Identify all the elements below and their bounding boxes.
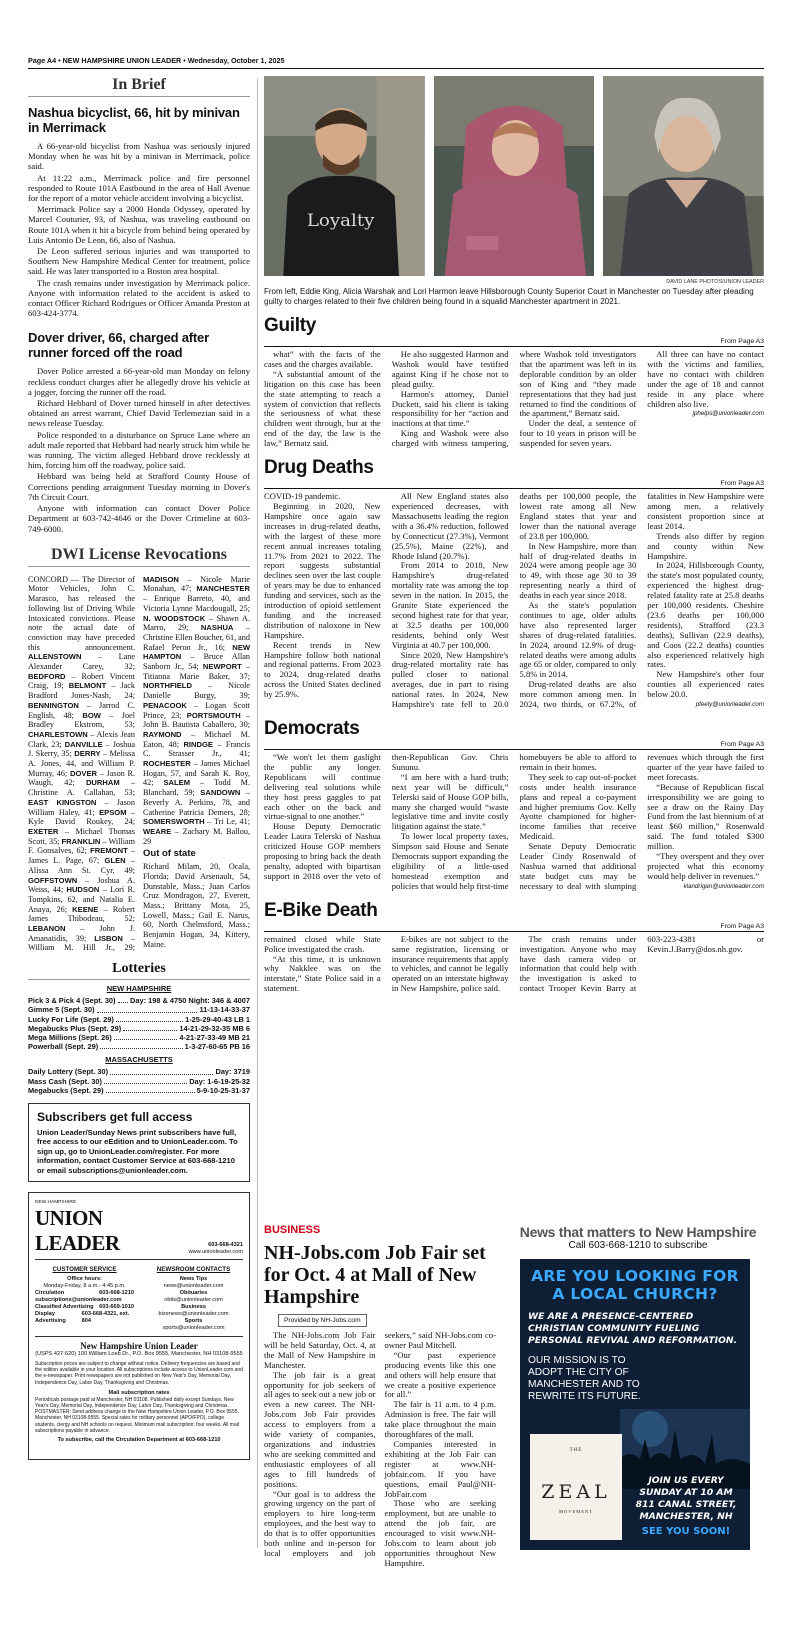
photo-credit: DAVID LANE PHOTOS/UNION LEADER bbox=[666, 279, 764, 285]
paragraph: Merrimack Police say a 2000 Honda Odyssey, operated by Marcel Couturier, 93, of Nashua, was traveling eastbound on Route 101A when it hit a bicycle from behind being operated by Luis Antonio De Leon, 66, also of Nashua. bbox=[28, 204, 250, 245]
dwi-town: NORTHFIELD bbox=[143, 681, 192, 691]
promo-subscribe: Call 603-668-1210 to subscribe bbox=[568, 1240, 708, 1251]
brief-headline-1: Nashua bicyclist, 66, hit by minivan in Merrimack bbox=[28, 105, 240, 135]
guilty-body bbox=[264, 350, 764, 449]
paragraph: Recent trends in New Hampshire follow both national and regional patterns. From 2023 to 2024, drug-related deaths across the United States declined by 25.9%. bbox=[264, 639, 381, 700]
paragraph: The fair is 11 a.m. to 4 p.m. Admission is free. The fair will take place throughout the main thoroughfares of the mall. bbox=[384, 1399, 496, 1440]
paragraph: All New England states also experienced decreases, with Massachusetts leading the region with a 36.4% reduction, followed by Connecticut (27.3%), Vermont (25.5%), Maine (22%), and Rhode Island (20.7%). bbox=[391, 491, 509, 561]
paragraph: Trends also differ by region and county within New Hampshire. bbox=[647, 530, 764, 561]
dwi-names: – Jason William Haley, 41; bbox=[28, 797, 135, 817]
paragraph: De Leon suffered serious injuries and was transported to Southern New Hampshire Medical Center for treatment, police said. He was later transported to a Boston area hospital. bbox=[28, 246, 250, 277]
nh-lottery-list bbox=[28, 996, 250, 1051]
lottery-row bbox=[28, 1077, 250, 1086]
paragraph: remained closed while State Police investigated the crash. bbox=[264, 933, 381, 954]
dwi-town: KEENE bbox=[72, 904, 99, 914]
dwi-town: SANDOWN bbox=[200, 788, 241, 798]
paragraph: A 66-year-old bicyclist from Nashua was seriously injured Monday when he was hit by a minivan in Merrimack, police said. bbox=[28, 141, 250, 172]
paragraph: “At this time, it is unknown why Nakklee was on the interstate,” State Police said in a statement. bbox=[264, 953, 381, 994]
contact-label: subscriptions@unionleader.com bbox=[35, 1296, 122, 1303]
lottery-numbers: 14-21-29-32-35 MB 6 bbox=[179, 1023, 250, 1033]
dwi-town: FREMONT bbox=[90, 846, 128, 856]
dwi-names: – Alissa Ann St. Cyr, 49; bbox=[28, 856, 136, 875]
paragraph: All three can have no contact with the victims and families, have no contact with children under the age of 18 and cannot reside in any place where children also live. bbox=[647, 349, 764, 409]
dwi-names: – Joshua J. Skerry, 35; bbox=[28, 739, 135, 759]
paragraph: “We won't let them gaslight the public any longer. Republicans will continue delivering real solutions while they host press gaggles to pat each other on the back and virtue-signal to one another.” bbox=[264, 752, 381, 822]
contact-line bbox=[35, 1304, 134, 1311]
dwi-town: RINDGE bbox=[183, 739, 213, 749]
paragraph: He also suggested Harmon and Washok would have testified against King if he chose not to plead guilty. bbox=[391, 349, 509, 389]
dwi-names: – Robert Vincent Craig, 19; bbox=[28, 671, 135, 691]
dwi-names: – John B. Bautista Caballero, 30; bbox=[143, 710, 250, 730]
ebike-from-page: From Page A3 bbox=[264, 922, 764, 932]
lottery-numbers: Day: 198 & 4750 Night: 346 & 4007 bbox=[130, 996, 250, 1006]
bottom-area bbox=[264, 1224, 764, 1569]
ebike-headline: E-Bike Death bbox=[264, 899, 378, 921]
dwi-town: NEW HAMPTON bbox=[143, 642, 250, 662]
lottery-game: Pick 3 & Pick 4 (Sept. 30) bbox=[28, 996, 116, 1006]
lottery-row bbox=[28, 1015, 250, 1024]
dwi-town: CHARLESTOWN bbox=[28, 729, 88, 739]
office-hours: Monday-Friday, 8 a.m.- 4:45 p.m. bbox=[43, 1282, 126, 1289]
dwi-town: DERRY bbox=[74, 749, 101, 759]
dwi-names: – Titianna Marie Baker, 37; bbox=[143, 662, 251, 681]
paragraph: Dover Police arrested a 66-year-old man Monday on felony reckless conduct charges after he allegedly drove his vehicle at a jogger, forcing the runner off the road. bbox=[28, 366, 250, 397]
newsroom-lines bbox=[144, 1276, 243, 1332]
contact-label: Display Advertising bbox=[35, 1310, 66, 1324]
dwi-names: – Tri Le, 41; bbox=[204, 817, 250, 827]
dwi-town: DOVER bbox=[70, 768, 98, 778]
dwi-names: – Michael M. Eaton, 48; bbox=[143, 729, 250, 749]
column-divider bbox=[257, 78, 258, 1548]
guilty-headline: Guilty bbox=[264, 315, 317, 336]
masthead-address: (USPS 427-620) 100 William Loeb Dr., P.O. Box 9555, Manchester, NH 03108-9555 bbox=[35, 1350, 243, 1357]
paragraph: Richard Hebbard of Dover turned himself in after detectives obtained an arrest warrant, Chief David Terlemezian said in a news release Tuesday. bbox=[28, 398, 250, 429]
paragraph: “Because of Republican fiscal irresponsibility we are going to see a draw on the Rainy Day Fund from the last biennium of at least $60 million,” Rosenwald said. The fund totaled $300 million. bbox=[647, 781, 764, 852]
subscribers-text: Union Leader/Sunday News print subscribers have full, free access to our eEdition and to UnionLeader.com. To sign up, go to UnionLeader.com/register. For more information, contact Customer Service at 603-668-1210 or email subscriptions@unionleader.com. bbox=[37, 1127, 238, 1175]
zeal-logo-bottom: MOVEMENT bbox=[559, 1509, 593, 1514]
drug-signature[interactable]: pfeely@unionleader.com bbox=[695, 701, 764, 709]
zeal-logo-name: ZEAL bbox=[541, 1481, 611, 1503]
dwi-names: – Joel Bradley Ekstrom, 53; bbox=[28, 710, 135, 730]
header-rule bbox=[28, 68, 764, 69]
contact-email[interactable]: sports@unionleader.com bbox=[162, 1324, 225, 1331]
leader-dots bbox=[123, 1024, 177, 1031]
dwi-names: – Melissa A. Jones, 44, and William P. Murray, 46; bbox=[28, 749, 135, 778]
dwi-town: BENNINGTON bbox=[28, 700, 79, 710]
lottery-row bbox=[28, 1042, 250, 1051]
dwi-entry bbox=[28, 652, 135, 671]
lottery-row bbox=[28, 1024, 250, 1033]
masthead-name: New Hampshire Union Leader bbox=[80, 1340, 198, 1351]
dwi-names: – Logan Scott Prince, 23; bbox=[143, 700, 250, 720]
dwi-town: LEBANON bbox=[28, 924, 66, 934]
paragraph: COVID-19 pandemic. bbox=[264, 491, 341, 502]
photo-alicia-warshak bbox=[434, 76, 595, 276]
paragraph: “Our past experience producing events like this one and others will help ensure that we create a positive experience for all.” bbox=[384, 1349, 496, 1400]
dwi-town: MANCHESTER bbox=[196, 584, 250, 594]
paragraph: As the state's population continues to age, older adults have also represented larger shares of drug-related fatalities. In 2024, around 12.9% of drug-related deaths were among adults age 65 or older, compared to only 5.8% in 2014. bbox=[519, 600, 637, 680]
dwi-town: GLEN bbox=[104, 856, 126, 866]
masthead-footer: To subscribe, call the Circulation Department at 603-668-1210 bbox=[57, 1437, 221, 1444]
paragraph: Under the deal, a sentence of four to 10 years in prison will be suspended for seven years. bbox=[519, 418, 637, 449]
contact-line bbox=[35, 1297, 134, 1304]
dwi-names: – James Michael Hogan, 57, and Sarah K. Roy, 42; bbox=[143, 759, 250, 788]
leader-dots bbox=[114, 1033, 178, 1040]
zeal-logo-top: THE bbox=[569, 1448, 583, 1453]
contact-label: Sports bbox=[184, 1317, 203, 1324]
paragraph: King and Washok were also charged with witness tampering, where Washok told investigators that the apartment was left in its deplorable condition by an older son of King and “they made representations that they had just returned to find the conditions of the apartment,” Bernatz said. bbox=[391, 349, 637, 449]
ma-lottery-label: MASSACHUSETTS bbox=[105, 1055, 173, 1065]
contact-line bbox=[35, 1311, 134, 1325]
photo-strip bbox=[264, 76, 764, 276]
subscribers-title: Subscribers get full access bbox=[37, 1109, 193, 1124]
dwi-names: – Alexis Jean Clark, 23; bbox=[28, 729, 135, 749]
paragraph: From 2014 to 2018, New Hampshire's drug-related mortality rate was among the top seven in the nation. In 2015, the Granite State experienced the second highest rate for that year, at 32.5 deaths per 100,000 residents, behind only West Virginia at 40.7 per 100,000. bbox=[391, 560, 509, 650]
contact-line bbox=[35, 1290, 134, 1297]
lottery-game: Megabucks (Sept. 29) bbox=[28, 1085, 104, 1095]
dwi-names: – William F. Gonsalves, 62; bbox=[28, 836, 136, 856]
brief-story-2 bbox=[28, 366, 250, 533]
dwi-town: RAYMOND bbox=[143, 729, 182, 739]
newsroom-label: NEWSROOM CONTACTS bbox=[156, 1265, 231, 1273]
dwi-names: – Jack Bradford Jones-Nash, 24; bbox=[28, 681, 135, 701]
business-label: BUSINESS bbox=[264, 1224, 321, 1236]
contact-line bbox=[144, 1304, 243, 1318]
provided-by: Provided by NH-Jobs.com bbox=[278, 1314, 367, 1327]
dwi-names: – John J. Amanatidis, 39; bbox=[28, 924, 135, 943]
dwi-list bbox=[28, 575, 250, 953]
lottery-row bbox=[28, 1033, 250, 1042]
dwi-names: – Christine A. Callahan, 53; bbox=[28, 778, 135, 798]
paragraph: Companies interested in exhibiting at the Job Fair can register at www.NH-jobfair.com. If you have questions, email Paul@NH-JobFair.com bbox=[384, 1438, 496, 1499]
dwi-town: DANVILLE bbox=[64, 739, 103, 749]
drug-from-page: From Page A3 bbox=[264, 479, 764, 489]
page-header: Page A4 • NEW HAMPSHIRE UNION LEADER • Wednesday, October 1, 2025 bbox=[28, 56, 285, 65]
paragraph: The crash remains under investigation. Anyone who may have dash camera video or information that could help with the investigation is asked to contact Trooper Kevin Barry at 603-223-4381 or Kevin.J.Barry@dos.nh.gov. bbox=[519, 933, 764, 994]
contact-line bbox=[144, 1276, 243, 1290]
dwi-town: BEDFORD bbox=[28, 671, 66, 681]
paragraph: Harmon's attorney, Daniel Duckett, said his client is taking responsibility for her “action and inactions at that time.” bbox=[391, 388, 509, 429]
drug-deaths-body bbox=[264, 492, 764, 710]
dwi-town: DURHAM bbox=[85, 778, 120, 788]
nh-lottery-label: NEW HAMPSHIRE bbox=[106, 984, 172, 994]
paragraph: Drug-related deaths are also more common among men. In 2024, two thirds, or 67.2%, of fatalities in New Hampshire were among men, a relatively consistent proportion since at least 2014. bbox=[519, 491, 764, 710]
in-brief-label: In Brief bbox=[28, 76, 250, 97]
contact-email[interactable]: bizenews@unionleader.com bbox=[158, 1310, 229, 1317]
dwi-town: EAST KINGSTON bbox=[28, 797, 97, 807]
dwi-intro: CONCORD — The Director of Motor Vehicles, John C. Marasco, has released the following list of Driving While Intoxicated convictions. Please note the actual date of conviction may have preceded this announcement. bbox=[28, 574, 135, 652]
democrats-from-page: From Page A3 bbox=[264, 740, 764, 750]
office-hours-label: Office hours: bbox=[67, 1275, 102, 1282]
guilty-from-page: From Page A3 bbox=[264, 337, 764, 347]
paragraph: The job fair is a great opportunity for job seekers of all ages to seek out a new job or even a new career. The NH-Jobs.com Job Fair provides access to employers from a wide variety of companies, organizations and industries who are seeking committed and enthusiastic employees of all ages to fill hundreds of positions. bbox=[264, 1369, 376, 1489]
contact-value: 603-669-1010 bbox=[99, 1303, 134, 1310]
contact-email[interactable]: obits@unionleader.com bbox=[164, 1296, 223, 1303]
left-column bbox=[28, 76, 250, 1460]
paragraph: what” with the facts of the cases and the charges available. bbox=[264, 349, 381, 369]
leader-dots bbox=[100, 1042, 182, 1049]
dwi-town: BOW bbox=[82, 710, 101, 720]
lottery-game: Powerball (Sept. 29) bbox=[28, 1042, 99, 1052]
contact-label: Obituaries bbox=[179, 1289, 208, 1296]
lottery-game: Mega Millions (Sept. 26) bbox=[28, 1032, 112, 1042]
masthead-web[interactable]: www.unionleader.com bbox=[188, 1248, 243, 1255]
church-ad-slogan: WE ARE A PRESENCE-CENTERED CHRISTIAN COMMUNITY FUELING PERSONAL REVIVAL AND REFORMATION. bbox=[528, 1311, 738, 1346]
paragraph: “I am here with a hard truth; next year will be difficult,” Telerski said of House GOP bills, many she charged would “waste legislative time and invite costly litigation against the state.” bbox=[391, 771, 509, 832]
church-ad-join-text: JOIN US EVERY SUNDAY AT 10 AM 811 CANAL STREET, MANCHESTER, NH bbox=[635, 1475, 737, 1522]
dwi-town: N. WOODSTOCK bbox=[143, 613, 206, 623]
dwi-names: – James L. Page, 67; bbox=[28, 846, 136, 866]
dwi-entry bbox=[143, 681, 250, 700]
dwi-town: EXETER bbox=[28, 826, 59, 836]
lottery-numbers: 11-13-14-33-37 bbox=[199, 1005, 250, 1015]
contact-line bbox=[144, 1318, 243, 1332]
lottery-row bbox=[28, 1067, 250, 1076]
dwi-names: – Francis C. Strasser Jr., 41; bbox=[143, 739, 251, 759]
lottery-game: Mass Cash (Sept. 30) bbox=[28, 1076, 102, 1086]
paragraph: “Our goal is to address the growing urgency on the part of employers to hire long-term employees, and the best way to do that is to offer opportunities both online and in-person for local employers and job seekers,” said NH-Jobs.com co-owner Paul Mitchell. bbox=[264, 1330, 496, 1558]
paragraph: To lower local property taxes, Simpson said House and Senate Democrats support expanding the eligibility of a little-used homestead exemption and policies that would help first-time homebuyers be able to afford to remain in their homes. bbox=[391, 752, 637, 891]
dwi-town: PENACOOK bbox=[143, 700, 187, 710]
paragraph: “They overspent and they over projected what this economy would help deliver in revenues.” bbox=[647, 851, 764, 881]
dwi-town: NASHUA bbox=[200, 623, 234, 633]
dwi-label: DWI License Revocations bbox=[28, 546, 250, 567]
zeal-logo bbox=[530, 1434, 622, 1540]
contact-value: 603-668-1210 bbox=[99, 1289, 134, 1296]
dwi-town: ROCHESTER bbox=[143, 759, 191, 769]
dwi-names: – Christine Ellen Boucher, 61, and Rafael Peron Jr., 16; bbox=[143, 623, 250, 652]
lottery-numbers: Day: 1-6-19-25-32 bbox=[189, 1076, 250, 1086]
photo-eddie-king bbox=[264, 76, 425, 276]
dwi-town: SALEM bbox=[163, 778, 191, 788]
dwi-names: – Kyle David Roukey, 24; bbox=[28, 807, 135, 827]
dwi-town: ALLENSTOWN bbox=[28, 652, 82, 662]
paragraph: The NH-Jobs.com Job Fair will be held Saturday, Oct. 4, at the Mall of New Hampshire in Manchester. bbox=[264, 1330, 376, 1370]
paragraph: At 11:22 a.m., Merrimack police and fire personnel responded to Route 101A Eastbound in the area of Hall Avenue for the report of a motor vehicle accident involving a bicyclist. bbox=[28, 172, 250, 204]
contact-label: Business bbox=[181, 1303, 206, 1310]
dwi-town: BELMONT bbox=[68, 681, 107, 691]
dwi-names: – Lane Alexander Carey, 32; bbox=[28, 652, 135, 672]
business-body bbox=[264, 1331, 496, 1569]
union-leader-logo: UNION LEADER bbox=[35, 1205, 120, 1255]
masthead-fine-print: Subscription prices are subject to change without notice. Delivery frequencies are based and the edition available in your location. All subscriptions include access to UnionLeader.com and the e-newspaper. Print newspapers are not published on New Year's Day, Memorial Day, Independence Day, Labor Day, Thanksgiving and Christmas. bbox=[35, 1360, 243, 1386]
dwi-names: – Lori R. Tompkins, 62, and Natalia E. Anaya, 26; bbox=[28, 885, 135, 914]
brief-headline-2: Dover driver, 66, charged after runner forced off the road bbox=[28, 330, 209, 361]
paragraph: The crash remains under investigation by Merrimack police. Anyone with information related to the accident is asked to contact Officer Richard Rodrigues or Officer Amanda Preston at 603-424-3774. bbox=[28, 277, 250, 319]
dwi-names: – Nicole Danielle Burgy, 39; bbox=[143, 681, 250, 701]
paragraph: E-bikes are not subject to the same registration, licensing or insurance requirements that apply to vehicles, and cannot be legally operated on an interstate highway in New Hampshire, police said. bbox=[391, 933, 509, 994]
lottery-row bbox=[28, 1005, 250, 1014]
dwi-town: MADISON bbox=[143, 574, 179, 584]
contact-label: Circulation bbox=[35, 1289, 65, 1296]
dwi-town: HUDSON bbox=[66, 885, 100, 895]
paragraph: Those who are seeking employment, but are unable to attend the job fair, are encouraged to visit www.NH-Jobs.com to learn about job opportunities throughout New Hampshire. bbox=[384, 1498, 496, 1568]
lottery-game: Megabucks Plus (Sept. 29) bbox=[28, 1023, 122, 1033]
paragraph: “A substantial amount of the litigation on this case has been the state attempting to reach a system of conviction that reflects the seriousness of what these children went through, but at the end of the day, the law is the law,” Bernatz said. bbox=[264, 368, 381, 449]
dwi-names: – Enrique Barreto, 40, and Victoria Lynne Macdougall, 25; bbox=[143, 594, 250, 613]
right-column bbox=[264, 76, 764, 1568]
church-ad-mission: OUR MISSION IS TO ADOPT THE CITY OF MANCHESTER AND TO REWRITE ITS FUTURE. bbox=[528, 1355, 641, 1402]
dwi-entry bbox=[143, 817, 250, 826]
lottery-game: Lucky For Life (Sept. 29) bbox=[28, 1014, 114, 1024]
dwi-town: WEARE bbox=[143, 826, 172, 836]
paragraph: In New Hampshire, more than half of drug-related deaths in 2024 were among people age 30 to 49, with those age 30 to 39 representing nearly a third of deaths in each year since 2018. bbox=[519, 540, 637, 601]
paragraph: Since 2020, New Hampshire's drug-related mortality rate has pulled closer to national averages, due in part to rising national rates. In 2024, New Hampshire's rate fell to 20.0 deaths per 100,000 people, the lowest rate among all New England states that year and lower than the national average of 23.8 per 100,000. bbox=[391, 491, 637, 710]
dwi-names: – Jason R. Waugh, 42; bbox=[28, 768, 136, 788]
leader-dots bbox=[104, 1077, 187, 1084]
masthead-small-top: NEW HAMPSHIRE bbox=[35, 1199, 77, 1205]
dwi-names: – Michael Thomas Scott, 35; bbox=[28, 826, 135, 846]
lottery-numbers: 1-3-27-60-65 PB 16 bbox=[184, 1042, 250, 1052]
church-ad[interactable] bbox=[520, 1259, 750, 1550]
leader-dots bbox=[97, 1005, 198, 1012]
masthead-phone: 603-668-4321 bbox=[208, 1241, 243, 1248]
lottery-game: Gimme 5 (Sept. 30) bbox=[28, 1005, 95, 1015]
paragraph: Anyone with information can contact Dover Police Department at 603-742-4646 or the Dover Crimeline at 603-749-6000. bbox=[28, 503, 250, 534]
out-of-state-label: Out of state bbox=[143, 848, 196, 860]
business-headline: NH-Jobs.com Job Fair set for Oct. 4 at Mall of New Hampshire bbox=[264, 1242, 486, 1308]
lottery-numbers: 5-9-10-25-31-37 bbox=[196, 1085, 250, 1095]
paragraph: Hebbard was being held at Strafford County House of Corrections pending arraignment Tuesday morning in Dover's 7th Circuit Court. bbox=[28, 471, 250, 502]
ma-lottery-list bbox=[28, 1067, 250, 1095]
customer-service-lines bbox=[35, 1290, 134, 1325]
contact-line bbox=[144, 1290, 243, 1304]
dwi-town: LISBON bbox=[94, 933, 123, 943]
democrats-body bbox=[264, 753, 764, 892]
church-ad-join bbox=[630, 1475, 742, 1538]
out-of-state-list: Richard Milam, 20, Ocala, Florida; David Arsenault, 54, Dunstable, Mass.; Juan Carlos Cruz Mondragon, 27, Everett, Mass.; Brittany Mota, 25, Lowell, Mass.; Gail E. Narus, 60, North Chelmsford, Mass.; Benjamin Hogan, 34, Kittery, Maine. bbox=[143, 862, 250, 949]
dwi-names: – Todd M. Blanchard, 59; bbox=[143, 778, 251, 798]
photo-lori-harmon bbox=[603, 76, 764, 276]
dwi-names: – Beverly A. Perkins, 78, and Catherine Patricia Demers, 28; bbox=[143, 788, 251, 817]
lottery-row bbox=[28, 996, 250, 1005]
democrats-headline: Democrats bbox=[264, 718, 360, 739]
paragraph: In 2024, Hillsborough County, the state's most populated county, experienced the highest drug-related fatality rate at 25.8 deaths per 100,000 residents. Cheshire (23.6 deaths per 100,000 residents), Strafford (23.3 deaths), Sullivan (22.9 deaths), and Coos (22.2 deaths) counties also experienced relatively high rates. bbox=[647, 560, 764, 670]
leader-dots bbox=[118, 996, 129, 1003]
church-ad-question: ARE YOU LOOKING FOR A LOCAL CHURCH? bbox=[531, 1267, 739, 1303]
lottery-numbers: Day: 3719 bbox=[215, 1067, 250, 1077]
dwi-names: – Zachary M. Ballou, 29 bbox=[143, 826, 250, 846]
leader-dots bbox=[110, 1067, 213, 1074]
dwi-town: GOFFSTOWN bbox=[28, 875, 78, 885]
lottery-row bbox=[28, 1086, 250, 1095]
lotteries-label: Lotteries bbox=[28, 961, 250, 980]
contact-label: News Tips bbox=[179, 1275, 208, 1282]
lottery-numbers: 4-21-27-33-49 MB 21 bbox=[179, 1032, 250, 1042]
lottery-game: Daily Lottery (Sept. 30) bbox=[28, 1067, 109, 1077]
brief-story-1 bbox=[28, 141, 250, 318]
masthead-box bbox=[28, 1192, 250, 1460]
dwi-names: – Nicole Marie Monahan, 47; bbox=[143, 574, 250, 594]
church-ad-see-you-soon: SEE YOU SOON! bbox=[641, 1526, 731, 1537]
dwi-entry bbox=[143, 827, 250, 846]
promo-headline: News that matters to New Hampshire bbox=[519, 1224, 757, 1240]
shirt-text: Loyalty bbox=[306, 211, 375, 231]
mail-rates-label: Mail subscription rates bbox=[108, 1389, 170, 1396]
dwi-names: – William M. Hill Jr., 29; bbox=[28, 933, 135, 953]
drug-deaths-headline: Drug Deaths bbox=[264, 457, 374, 479]
contact-label: Classified Advertising bbox=[35, 1303, 94, 1310]
paragraph: House Deputy Democratic Leader Laura Telerski of Nashua criticized House GOP members proposing to bring back the death penalty, adopted with bipartisan support in 2018 over the veto of then-Republican Gov. Chris Sununu. bbox=[264, 752, 509, 881]
dwi-town: PORTSMOUTH bbox=[186, 710, 241, 720]
guilty-signature[interactable]: jphelps@unionleader.com bbox=[692, 410, 764, 418]
paragraph: Senate Deputy Democratic Leader Cindy Rosenwald of Nashua warned that additional state budget cuts may be necessary to deal with slumping revenues which through the first quarter of the year have failed to meet forecasts. bbox=[519, 752, 764, 891]
customer-service-label: CUSTOMER SERVICE bbox=[52, 1265, 117, 1273]
leader-dots bbox=[116, 1015, 183, 1022]
democrats-signature[interactable]: klandrigan@unionleader.com bbox=[683, 882, 764, 890]
dwi-town: SOMERSWORTH bbox=[143, 817, 205, 827]
dwi-names: – Jarrod C. English, 48; bbox=[28, 700, 135, 720]
contact-value: 603-668-4321, ext. 804 bbox=[81, 1310, 130, 1324]
dwi-town: NEWPORT bbox=[202, 662, 242, 672]
dwi-town: EPSOM bbox=[99, 807, 127, 817]
subscribers-box bbox=[28, 1103, 250, 1182]
leader-dots bbox=[106, 1086, 195, 1093]
photo-caption: From left, Eddie King, Alicia Warshak and Lori Harmon leave Hillsborough County Superior Court in Manchester on Tuesday after pleading guilty to charges related to their five children being found in a squalid Manchester apartment in 2021. bbox=[264, 287, 754, 306]
dwi-names: – Joshua A. Weiss, 44; bbox=[28, 875, 135, 895]
dwi-names: – Shawn A. Marro, 29; bbox=[143, 613, 251, 633]
lottery-numbers: 1-25-29-40-43 LB 1 bbox=[185, 1014, 250, 1024]
paragraph: They seek to cap out-of-pocket costs under health insurance plans and repeal a co-payment and higher premiums Gov. Kelly Ayotte championed for higher-income families that receive Medicaid. bbox=[519, 771, 637, 842]
contact-email[interactable]: news@unionleader.com bbox=[163, 1282, 224, 1289]
dwi-names: – Robert James Thibodeau, 52; bbox=[28, 904, 135, 924]
mail-rates-text: Periodicals postage paid at Manchester, NH 03108. Published daily except Sundays, New Year's Day, Memorial Day, Independence Day, Labor Day, Thanksgiving and Christmas. POSTMASTER: Send address change to the New Hampshire Union Leader, P.O. Box 9555, Manchester, NH 03108-9555. Special rates for military personnel (APO/FPO), college students, clergy and NH schools on request. Minimum mail subscription: four weeks. All mail subscriptions payable in advance. bbox=[35, 1396, 239, 1434]
paragraph: Beginning in 2020, New Hampshire once again saw increases in drug-related deaths, with the largest of these more recent annual increases totaling 11.7% from 2021 to 2022. The report suggests substantial declines seen over the last couple of years may be due to enhanced funding and services, such as the introduction of opioid settlement funding and the increased distribution of naloxone in New Hampshire. bbox=[264, 500, 381, 640]
dwi-town: FRANKLIN bbox=[61, 836, 101, 846]
ebike-body bbox=[264, 935, 764, 994]
paragraph: Police responded to a disturbance on Spruce Lane where an adult male reported that Hebbard had nearly struck him while he was running. The victim alleged Hebbard drove recklessly at him, forcing him off the roadway, police said. bbox=[28, 429, 250, 471]
dwi-names: – Bruce Allan Sanborn Jr., 54; bbox=[143, 652, 250, 672]
paragraph: New Hampshire's other four counties all experienced rates below 20.0. bbox=[647, 669, 764, 700]
